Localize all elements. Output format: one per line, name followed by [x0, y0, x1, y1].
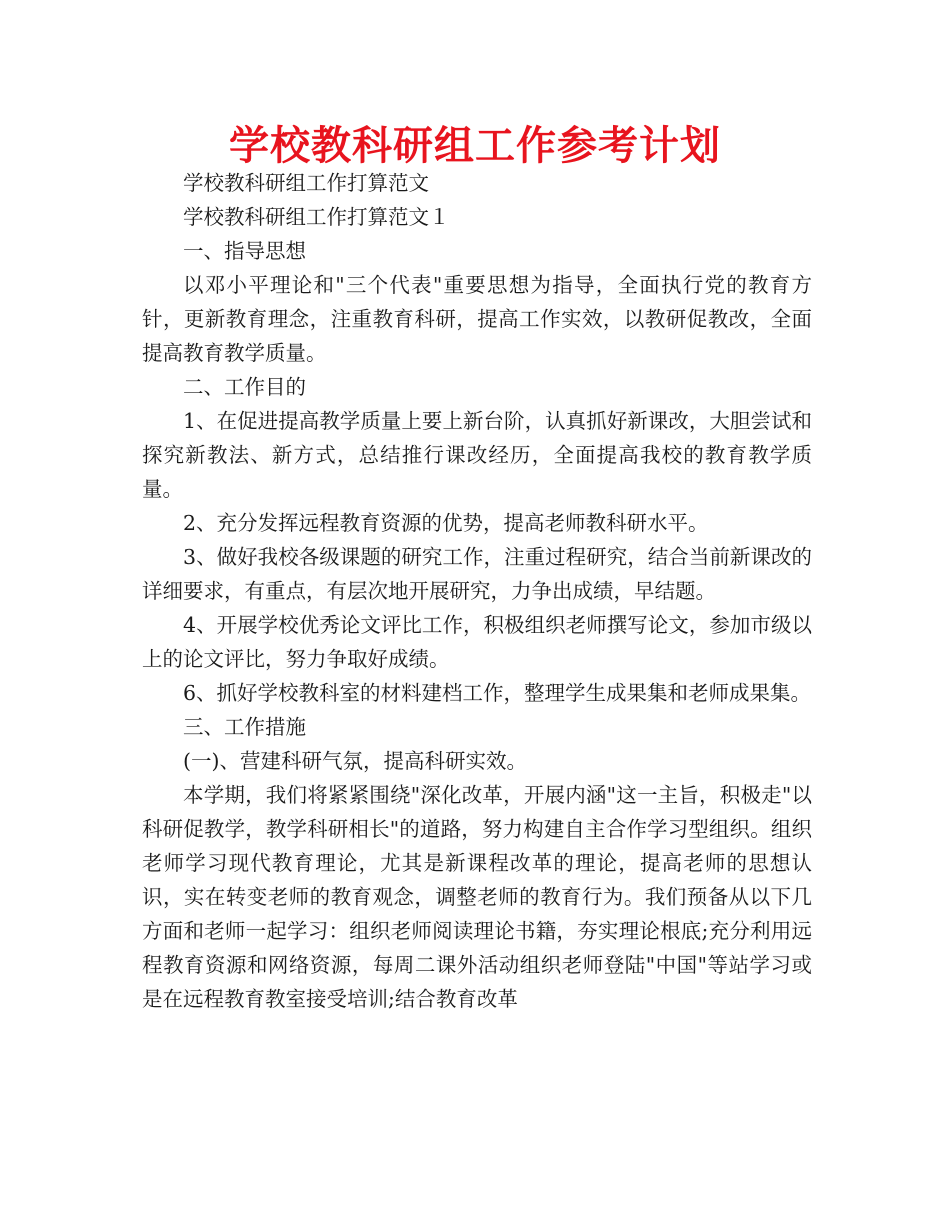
subsection-heading: (一)、营建科研气氛，提高科研实效。: [183, 749, 527, 773]
paragraph: 本学期，我们将紧紧围绕"深化改革，开展内涵"这一主旨，积极走"以科研促教学，教学科研相长"的道路，努力构建自主合作学习型组织。组织老师学习现代教育理论，尤其是新课程改革的理论，提高老师的思想认识，实在转变老师的教育观念，调整老师的教育行为。我们预备从以下几方面和老师一起学习：组织老师阅读理论书籍，夯实理论根底;充分利用远程教育资源和网络资源，每周二课外活动组织老师登陆"中国"等站学习或是在远程教育教室接受培训;结合教育改革: [142, 783, 812, 1011]
section-heading-work-measures: 三、工作措施: [183, 715, 306, 739]
document-title: 学校教科研组工作参考计划: [229, 123, 721, 169]
section-heading-work-goals: 二、工作目的: [183, 375, 306, 399]
list-item: 1、在促进提高教学质量上要上新台阶，认真抓好新课改，大胆尝试和探究新教法、新方式，总结推行课改经历，全面提高我校的教育教学质量。: [142, 409, 812, 501]
list-item: 3、做好我校各级课题的研究工作，注重过程研究，结合当前新课改的详细要求，有重点，有层次地开展研究，力争出成绩，早结题。: [142, 545, 812, 603]
list-item: 2、充分发挥远程教育资源的优势，提高老师教科研水平。: [183, 511, 709, 535]
paragraph-subtitle: 学校教科研组工作打算范文: [183, 171, 429, 195]
section-heading-guiding-thought: 一、指导思想: [183, 239, 306, 263]
document-body: [142, 166, 812, 1016]
paragraph-subtitle-1: 学校教科研组工作打算范文１: [183, 205, 450, 229]
paragraph: 以邓小平理论和"三个代表"重要思想为指导，全面执行党的教育方针，更新教育理念，注重教育科研，提高工作实效，以教研促教改，全面提高教育教学质量。: [142, 273, 812, 365]
list-item: 6、抓好学校教科室的材料建档工作，整理学生成果集和老师成果集。: [183, 681, 812, 705]
list-item: 4、开展学校优秀论文评比工作，积极组织老师撰写论文，参加市级以上的论文评比，努力争取好成绩。: [142, 613, 812, 671]
